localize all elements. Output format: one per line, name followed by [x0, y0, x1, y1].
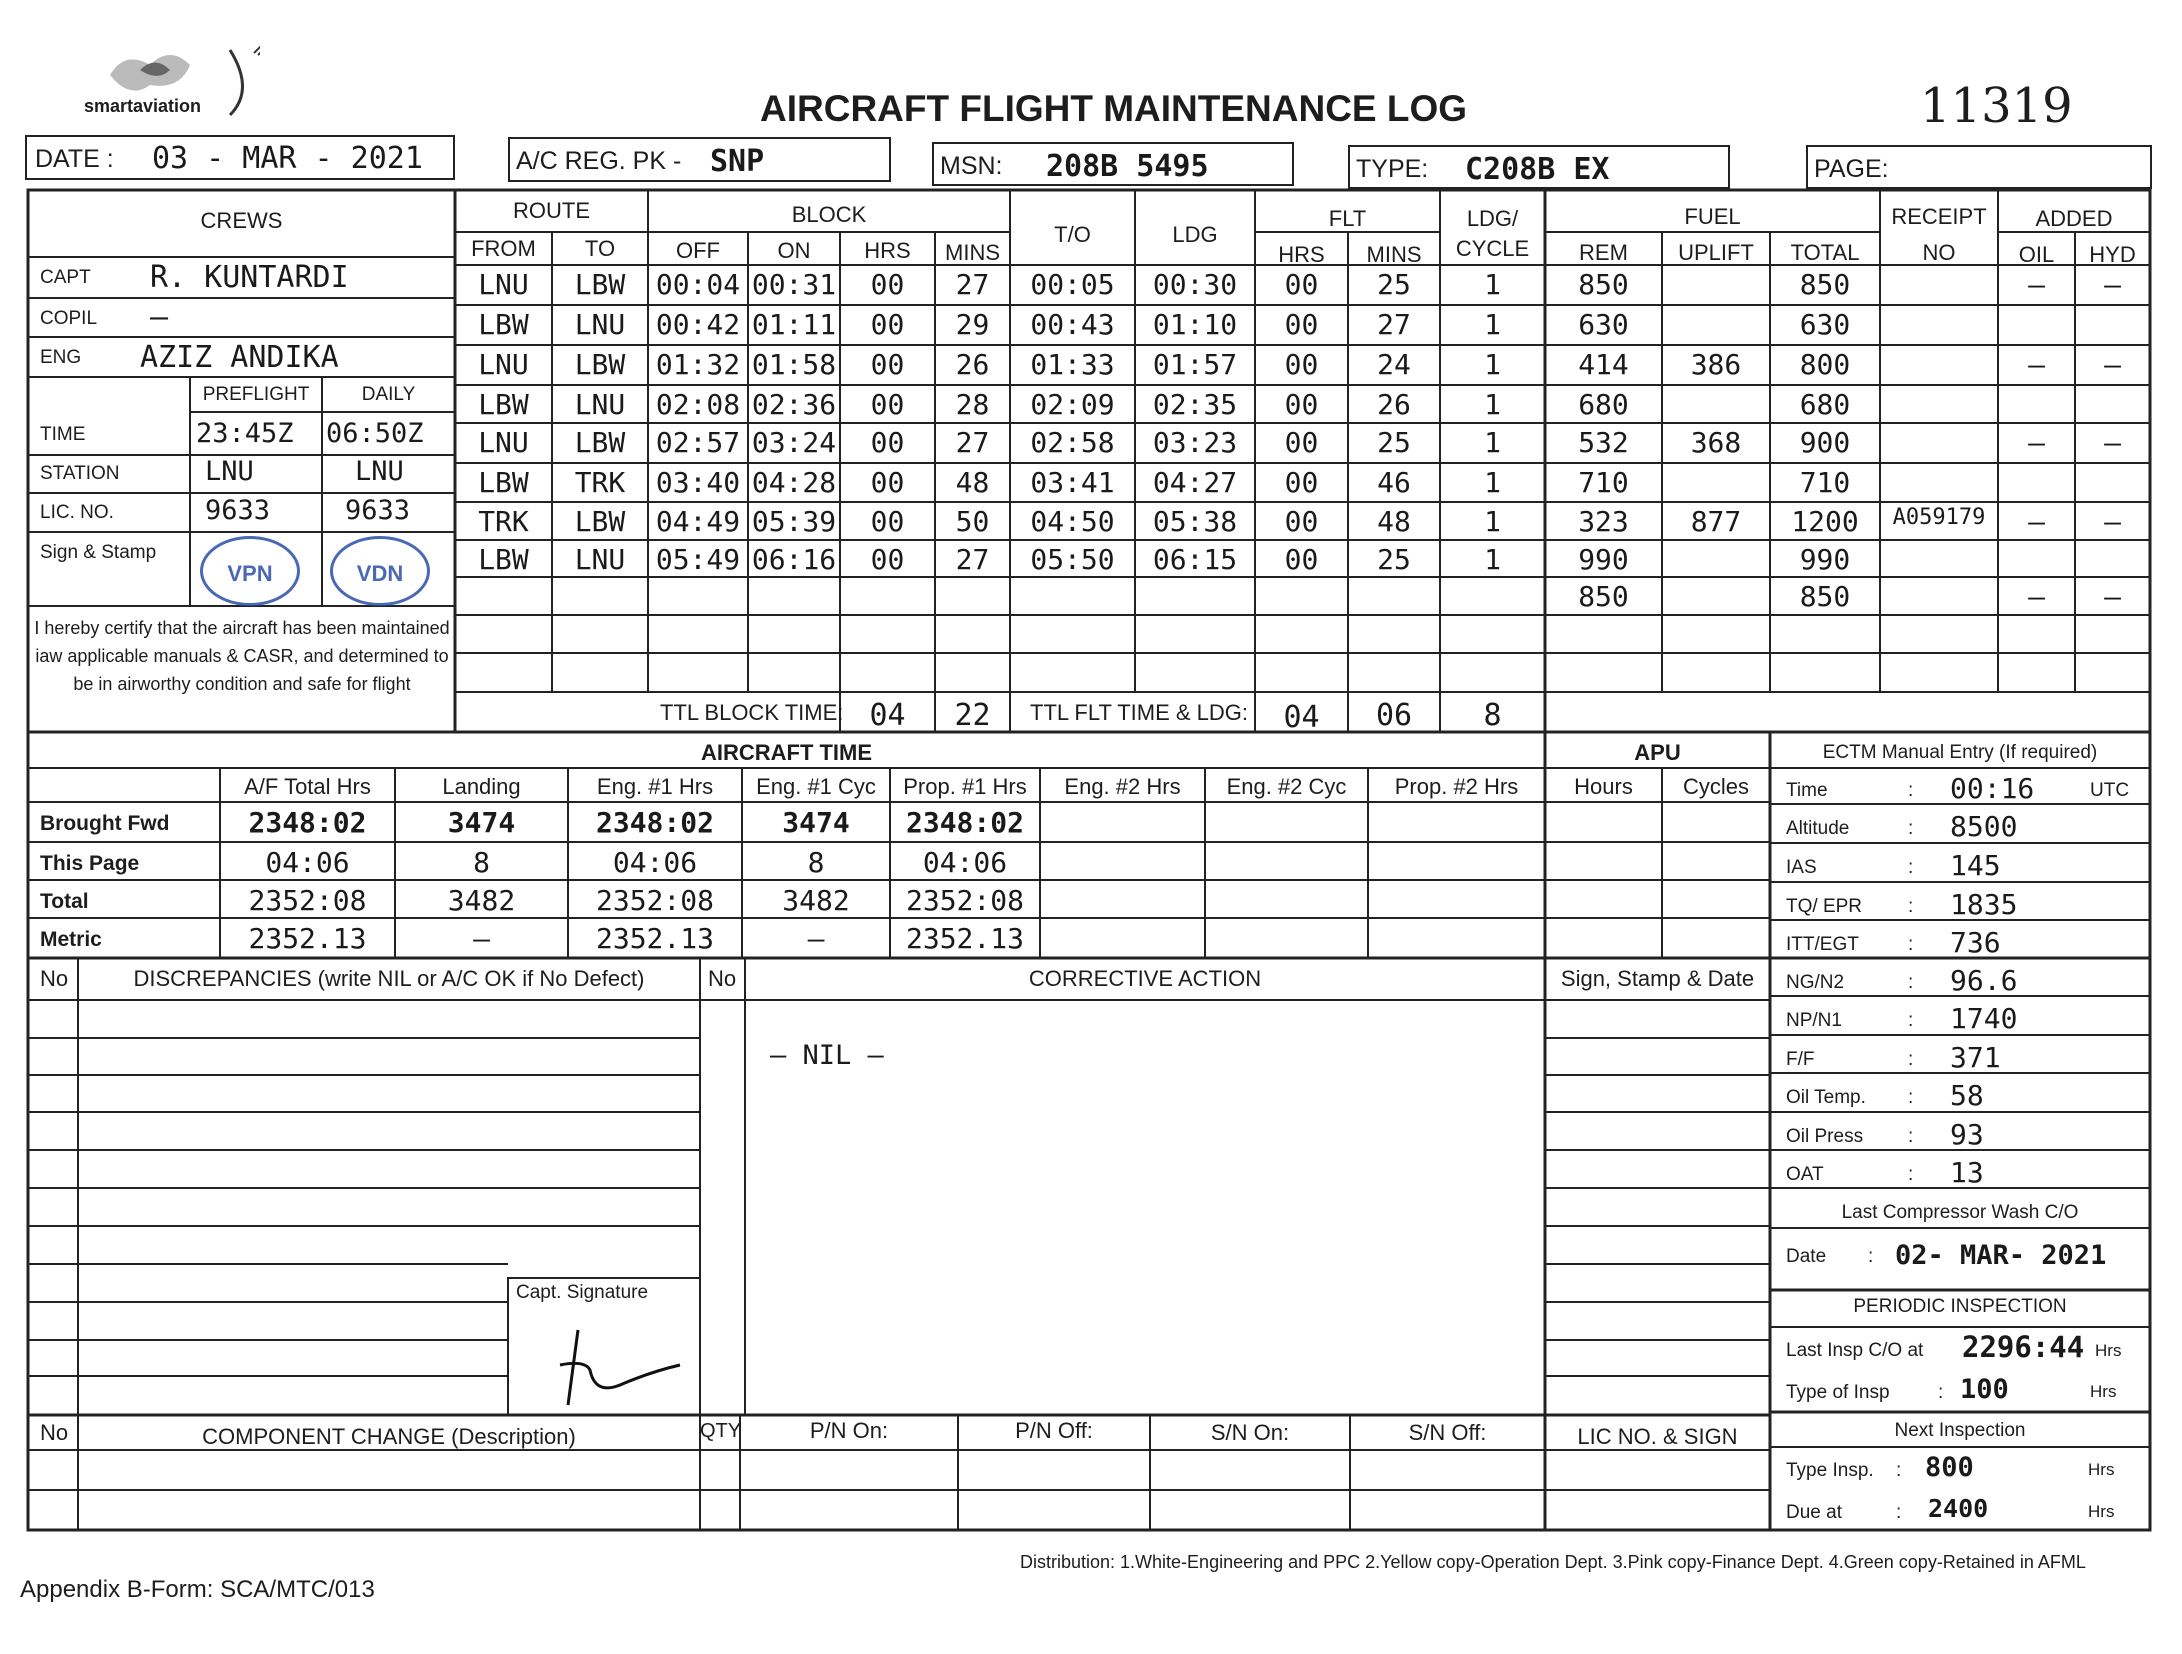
flight-cell-hyd: — [2104, 580, 2121, 613]
lic-label: LIC. NO. [40, 502, 114, 523]
flight-cell-ldg: 01:57 [1152, 348, 1238, 381]
flight-cell-rem: 850 [1578, 268, 1629, 301]
flight-cell-oil: — [2028, 505, 2045, 538]
aircraft-time-cell: 3482 [447, 884, 516, 917]
next-type-unit: Hrs [2088, 1460, 2115, 1479]
flight-cell-hrs: 00 [870, 268, 905, 301]
flight-cell-hrs: 00 [870, 505, 905, 538]
flight-cell-uplift: 386 [1690, 348, 1742, 381]
flight-cell-on: 03:24 [751, 426, 837, 459]
flight-cell-on: 01:58 [751, 348, 837, 381]
flight-cell-rem: 990 [1578, 543, 1629, 576]
flight-cell-hrs: 00 [870, 426, 905, 459]
flt-header: FLT [1328, 206, 1367, 231]
type-insp-value: 100 [1960, 1374, 2009, 1405]
aircraft-time-cell: 2352:08 [595, 884, 714, 917]
ectm-value: 58 [1950, 1079, 1984, 1112]
flight-cell-ldg: 00:30 [1152, 268, 1238, 301]
flight-cell-from: LNU [478, 348, 529, 381]
ectm-value: 93 [1950, 1118, 1984, 1151]
flight-cell-cycle: 1 [1484, 388, 1501, 421]
date-label: DATE : [35, 145, 114, 173]
station-daily: LNU [355, 456, 404, 487]
flight-cell-from: TRK [478, 505, 529, 538]
ectm-value: 96.6 [1950, 964, 2018, 997]
flight-cell-from: LBW [478, 388, 529, 421]
corrective-title: CORRECTIVE ACTION [1028, 966, 1262, 991]
aircraft-time-cell: 8 [473, 846, 490, 879]
ectm-value: 8500 [1950, 810, 2018, 843]
aircraft-time-row-label: Total [40, 890, 89, 913]
flight-cell-hrs: 00 [870, 348, 905, 381]
receipt-no-header: NO [1922, 240, 1956, 265]
ectm-unit: UTC [2090, 780, 2130, 801]
logo-text: smartaviation [84, 96, 202, 116]
flight-cell-on: 05:39 [751, 505, 837, 538]
flight-cell-t-o: 04:50 [1030, 505, 1115, 538]
flight-cell-on: 06:16 [751, 543, 837, 576]
flight-cell-hrs: 00 [870, 543, 905, 576]
flight-cell-flt-hrs: 00 [1284, 388, 1319, 421]
ldg-cycle-header: LDG/ CYCLE [1455, 206, 1530, 261]
date-value: 03 - MAR - 2021 [152, 141, 423, 176]
aircraft-time-row-label: Brought Fwd [40, 812, 170, 835]
aircraft-time-cell: 04:06 [922, 846, 1008, 879]
flight-cell-cycle: 1 [1484, 348, 1501, 381]
wash-date-label: Date [1786, 1246, 1827, 1267]
wash-title: Last Compressor Wash C/O [1841, 1202, 2079, 1223]
ldg-header: LDG [1172, 222, 1218, 247]
flight-cell-oil: — [2028, 580, 2045, 613]
flight-cell-hyd: — [2104, 348, 2121, 381]
flight-cell-oil: — [2028, 426, 2045, 459]
flight-cell-on: 02:36 [751, 388, 837, 421]
ectm-label: Time [1786, 780, 1828, 801]
mins-header: MINS [945, 240, 1000, 265]
aircraft-time-cell: — [807, 922, 825, 955]
periodic-title: PERIODIC INSPECTION [1853, 1296, 2067, 1317]
ttl-ldg: 8 [1483, 698, 1502, 733]
wash-date-value: 02- MAR- 2021 [1895, 1240, 2107, 1271]
apu-cycles-header: Cycles [1682, 774, 1749, 799]
added-header: ADDED [2035, 206, 2113, 231]
eng-label: ENG [40, 347, 82, 368]
aircraft-time-cell: 2348:02 [248, 806, 367, 839]
flight-cell-t-o: 00:05 [1030, 268, 1115, 301]
ectm-label: IAS [1786, 857, 1817, 878]
ectm-label: Altitude [1786, 818, 1850, 839]
aircraft-time-cell: 04:06 [265, 846, 350, 879]
sn-on-header: S/N On: [1210, 1420, 1290, 1445]
aircraft-time-title: AIRCRAFT TIME [700, 740, 873, 765]
pn-on-header: P/N On: [809, 1418, 889, 1443]
aircraft-time-cell: 8 [807, 846, 825, 879]
flight-cell-off: 03:40 [655, 466, 741, 499]
flight-cell-flt-hrs: 00 [1284, 268, 1319, 301]
nil-entry: — NIL — [770, 1040, 884, 1071]
flight-cell-total: 900 [1799, 426, 1851, 459]
ectm-label: Oil Press [1786, 1126, 1864, 1147]
from-header: FROM [471, 236, 536, 261]
flight-cell-from: LBW [478, 308, 529, 341]
ectm-value: 13 [1950, 1156, 1984, 1189]
route-header: ROUTE [513, 198, 590, 223]
comp-title: COMPONENT CHANGE (Description) [202, 1424, 576, 1449]
flight-cell-off: 02:08 [655, 388, 741, 421]
captain-signature-icon [540, 1310, 690, 1410]
flight-cell-on: 01:11 [751, 308, 837, 341]
flight-cell-receipt: A059179 [1892, 505, 1986, 530]
flight-cell-hyd: — [2104, 426, 2121, 459]
flight-cell-flt-mins: 25 [1377, 268, 1411, 301]
flight-cell-hrs: 00 [870, 308, 905, 341]
time-daily: 06:50Z [326, 418, 424, 449]
total-header: TOTAL [1790, 240, 1860, 265]
off-header: OFF [676, 238, 720, 263]
flight-cell-from: LNU [478, 426, 529, 459]
flight-cell-cycle: 1 [1484, 466, 1501, 499]
oil-header: OIL [2018, 242, 2055, 267]
flight-cell-flt-hrs: 00 [1284, 466, 1319, 499]
flight-cell-oil: — [2028, 348, 2045, 381]
flight-cell-ldg: 02:35 [1152, 388, 1238, 421]
reg-value: SNP [710, 144, 765, 179]
flight-cell-from: LBW [478, 466, 529, 499]
aircraft-time-col-header: A/F Total Hrs [244, 774, 371, 799]
flight-cell-flt-mins: 25 [1377, 426, 1411, 459]
capt-value: R. KUNTARDI [150, 260, 349, 295]
flight-cell-ldg: 01:10 [1152, 308, 1238, 341]
flight-cell-total: 680 [1799, 388, 1851, 421]
flight-cell-flt-mins: 46 [1377, 466, 1411, 499]
type-insp-label: Type of Insp [1786, 1382, 1890, 1403]
flight-cell-flt-mins: 24 [1377, 348, 1411, 381]
flight-cell-flt-mins: 26 [1377, 388, 1411, 421]
preflight-label: PREFLIGHT [202, 384, 310, 405]
flight-cell-ldg: 05:38 [1152, 505, 1238, 538]
apu-hours-header: Hours [1574, 774, 1633, 799]
flight-cell-flt-mins: 48 [1377, 505, 1411, 538]
ectm-label: NP/N1 [1786, 1010, 1842, 1031]
comp-no-label: No [40, 1420, 69, 1445]
flight-cell-cycle: 1 [1484, 308, 1501, 341]
flight-cell-on: 00:31 [751, 268, 837, 301]
flight-cell-cycle: 1 [1484, 268, 1501, 301]
aircraft-time-cell: 3474 [782, 806, 850, 839]
flight-cell-cycle: 1 [1484, 426, 1501, 459]
ectm-title: ECTM Manual Entry (If required) [1822, 742, 2098, 763]
flight-cell-t-o: 02:58 [1030, 426, 1115, 459]
flight-cell-rem: 323 [1578, 505, 1629, 538]
time-label: TIME [40, 424, 86, 445]
sn-off-header: S/N Off: [1408, 1420, 1487, 1445]
aircraft-time-cell: 2352.13 [905, 922, 1024, 955]
station-preflight: LNU [205, 456, 254, 487]
last-insp-label: Last Insp C/O at [1786, 1340, 1924, 1361]
due-at-value: 2400 [1928, 1494, 1989, 1523]
ectm-value: 1740 [1950, 1002, 2018, 1035]
flt-hrs-header: HRS [1278, 242, 1325, 267]
crews-title: CREWS [200, 208, 283, 233]
flight-cell-hyd: — [2104, 505, 2121, 538]
flight-cell-total: 850 [1799, 580, 1851, 613]
flight-cell-mins: 29 [955, 308, 990, 341]
flight-cell-rem: 850 [1578, 580, 1629, 613]
ectm-value: 145 [1950, 849, 2001, 882]
flight-cell-ldg: 06:15 [1152, 543, 1238, 576]
flight-cell-total: 630 [1799, 308, 1851, 341]
flight-cell-off: 05:49 [655, 543, 741, 576]
block-header: BLOCK [791, 202, 867, 227]
apu-title: APU [1634, 740, 1681, 765]
due-at-unit: Hrs [2088, 1502, 2115, 1521]
flight-cell-to: LBW [574, 268, 626, 301]
flight-cell-mins: 48 [955, 466, 990, 499]
aircraft-time-cell: 2352.13 [595, 922, 714, 955]
flt-mins-header: MINS [1366, 242, 1422, 267]
flight-cell-off: 02:57 [655, 426, 741, 459]
page-title: AIRCRAFT FLIGHT MAINTENANCE LOG [760, 88, 1468, 129]
flight-cell-to: LBW [574, 426, 626, 459]
next-insp-title: Next Inspection [1894, 1420, 2026, 1441]
lic-preflight: 9633 [205, 495, 271, 526]
ectm-label: OAT [1786, 1164, 1824, 1185]
ectm-value: 00:16 [1950, 772, 2035, 805]
flight-cell-off: 04:49 [655, 505, 741, 538]
aircraft-time-col-header: Eng. #1 Hrs [596, 774, 714, 799]
flight-cell-rem: 630 [1578, 308, 1629, 341]
last-insp-value: 2296:44 [1962, 1330, 2085, 1364]
ectm-label: TQ/ EPR [1786, 896, 1863, 917]
flight-cell-t-o: 02:09 [1030, 388, 1115, 421]
flight-cell-total: 710 [1799, 466, 1851, 499]
flight-cell-to: LNU [574, 543, 626, 576]
lic-sign-header: LIC NO. & SIGN [1577, 1424, 1738, 1449]
aircraft-time-cell: 3474 [447, 806, 516, 839]
flight-cell-off: 01:32 [655, 348, 741, 381]
sign-label: Sign & Stamp [40, 542, 157, 563]
flight-cell-from: LNU [478, 268, 529, 301]
aircraft-time-cell: 3482 [782, 884, 850, 917]
fuel-header: FUEL [1684, 204, 1741, 229]
flight-cell-mins: 50 [955, 505, 990, 538]
flight-cell-flt-hrs: 00 [1284, 505, 1319, 538]
next-type-label: Type Insp. [1786, 1460, 1874, 1481]
flight-cell-total: 800 [1799, 348, 1851, 381]
flight-cell-flt-mins: 25 [1377, 543, 1411, 576]
flight-cell-rem: 710 [1578, 466, 1629, 499]
next-type-value: 800 [1925, 1452, 1974, 1483]
flight-cell-rem: 532 [1578, 426, 1629, 459]
flight-cell-cycle: 1 [1484, 505, 1501, 538]
qty-header: QTY [700, 1420, 742, 1442]
flight-cell-mins: 27 [955, 426, 990, 459]
flight-cell-hyd: — [2104, 268, 2121, 301]
aircraft-time-col-header: Prop. #1 Hrs [903, 774, 1027, 799]
capt-label: CAPT [40, 267, 91, 288]
on-header: ON [777, 238, 811, 263]
form-code: Appendix B-Form: SCA/MTC/013 [20, 1576, 375, 1603]
ectm-label: Oil Temp. [1786, 1087, 1866, 1108]
ttl-flt-mins: 06 [1375, 698, 1413, 733]
flight-cell-to: LNU [574, 388, 626, 421]
aircraft-time-cell: 2352:08 [248, 884, 367, 917]
flight-cell-hrs: 00 [870, 388, 905, 421]
flight-cell-total: 850 [1799, 268, 1851, 301]
ectm-label: ITT/EGT [1786, 934, 1859, 955]
lic-daily: 9633 [345, 495, 411, 526]
ectm-label: NG/N2 [1786, 972, 1845, 993]
daily-stamp: VDN [330, 536, 430, 606]
hyd-header: HYD [2089, 242, 2136, 267]
aircraft-time-col-header: Eng. #1 Cyc [756, 774, 876, 799]
certify-text: I hereby certify that the aircraft has been maintained iaw applicable manuals & CASR, and determined to be in airworthy condition and safe for flight [34, 618, 450, 694]
hrs-header: HRS [864, 238, 911, 263]
disc-title: DISCREPANCIES (write NIL or A/C OK if No Defect) [133, 966, 645, 991]
aircraft-time-cell: 2352:08 [905, 884, 1024, 917]
time-preflight: 23:45Z [196, 418, 294, 449]
ectm-value: 371 [1950, 1041, 2001, 1074]
flight-cell-t-o: 03:41 [1030, 466, 1115, 499]
flight-cell-to: TRK [574, 466, 626, 499]
to-time-header: T/O [1054, 222, 1091, 247]
flight-cell-to: LBW [574, 505, 626, 538]
type-insp-unit: Hrs [2090, 1382, 2117, 1401]
msn-value: 208B 5495 [1046, 149, 1209, 184]
flight-cell-total: 990 [1799, 543, 1851, 576]
flight-cell-t-o: 05:50 [1030, 543, 1115, 576]
flight-cell-ldg: 03:23 [1152, 426, 1238, 459]
flight-cell-flt-hrs: 00 [1284, 308, 1319, 341]
flight-cell-flt-hrs: 00 [1284, 426, 1319, 459]
flight-cell-from: LBW [478, 543, 529, 576]
reg-label: A/C REG. PK - [516, 147, 682, 175]
ttl-block-mins: 22 [954, 698, 991, 733]
last-insp-unit: Hrs [2095, 1341, 2122, 1360]
aircraft-time-cell: 2348:02 [905, 806, 1024, 839]
aircraft-time-col-header: Prop. #2 Hrs [1394, 774, 1519, 799]
flight-cell-to: LNU [574, 308, 626, 341]
flight-cell-rem: 414 [1578, 348, 1629, 381]
aircraft-time-col-header: Eng. #2 Hrs [1064, 774, 1181, 799]
copil-label: COPIL [40, 308, 98, 329]
aircraft-time-row-label: This Page [40, 852, 140, 875]
aircraft-time-row-label: Metric [40, 928, 102, 951]
flight-cell-ldg: 04:27 [1152, 466, 1238, 499]
flight-cell-uplift: 877 [1690, 505, 1742, 538]
flight-cell-on: 04:28 [751, 466, 837, 499]
ttl-flt-label: TTL FLT TIME & LDG: [1030, 700, 1249, 725]
flight-cell-flt-hrs: 00 [1284, 543, 1319, 576]
ttl-block-label: TTL BLOCK TIME: [660, 700, 844, 725]
flight-cell-to: LBW [574, 348, 626, 381]
due-at-label: Due at [1786, 1502, 1842, 1523]
flight-cell-oil: — [2028, 268, 2045, 301]
flight-cell-mins: 27 [955, 268, 990, 301]
aircraft-time-cell: — [473, 922, 490, 955]
msn-label: MSN: [940, 152, 1003, 180]
distribution-note: Distribution: 1.White-Engineering and PPC 2.Yellow copy-Operation Dept. 3.Pink copy-Finance Dept. 4.Green copy-Retained in AFML [1020, 1552, 2086, 1572]
rem-header: REM [1579, 240, 1628, 265]
to-header: TO [584, 236, 616, 261]
flight-cell-hrs: 00 [870, 466, 905, 499]
flight-cell-flt-mins: 27 [1377, 308, 1411, 341]
flight-cell-total: 1200 [1791, 505, 1859, 538]
eng-value: AZIZ ANDIKA [140, 340, 339, 375]
flight-cell-mins: 28 [955, 388, 990, 421]
capt-signature-label: Capt. Signature [516, 1282, 649, 1303]
pn-off-header: P/N Off: [1015, 1418, 1093, 1443]
daily-label: DAILY [361, 384, 416, 405]
flight-cell-t-o: 00:43 [1030, 308, 1115, 341]
ectm-value: 736 [1950, 926, 2001, 959]
preflight-stamp: VPN [200, 536, 300, 606]
flight-cell-t-o: 01:33 [1030, 348, 1115, 381]
disc-no-label: No [40, 966, 69, 991]
flight-cell-flt-hrs: 00 [1284, 348, 1319, 381]
corr-no-label: No [708, 966, 737, 991]
flight-cell-rem: 680 [1578, 388, 1629, 421]
ttl-flt-hrs: 04 [1283, 700, 1320, 735]
flight-cell-uplift: 368 [1690, 426, 1742, 459]
type-value: C208B EX [1465, 152, 1610, 187]
flight-cell-off: 00:04 [655, 268, 741, 301]
station-label: STATION [40, 463, 120, 484]
serial-number: 11319 [1920, 78, 2073, 134]
copil-value: — [150, 300, 169, 335]
aircraft-time-cell: 2348:02 [595, 806, 714, 839]
aircraft-time-col-header: Landing [442, 774, 521, 799]
flight-cell-cycle: 1 [1484, 543, 1501, 576]
flight-cell-mins: 27 [955, 543, 990, 576]
page-label: PAGE: [1814, 155, 1889, 183]
ectm-value: 1835 [1950, 888, 2018, 921]
type-label: TYPE: [1356, 155, 1429, 183]
flight-cell-off: 00:42 [655, 308, 741, 341]
ttl-block-hrs: 04 [869, 698, 906, 733]
uplift-header: UPLIFT [1678, 240, 1754, 265]
aircraft-time-col-header: Eng. #2 Cyc [1226, 774, 1347, 799]
flight-cell-mins: 26 [955, 348, 990, 381]
sign-stamp-date-title: Sign, Stamp & Date [1560, 966, 1755, 991]
aircraft-time-cell: 2352.13 [248, 922, 367, 955]
ectm-label: F/F [1786, 1049, 1815, 1070]
aircraft-time-cell: 04:06 [612, 846, 698, 879]
receipt-header: RECEIPT [1891, 204, 1987, 229]
